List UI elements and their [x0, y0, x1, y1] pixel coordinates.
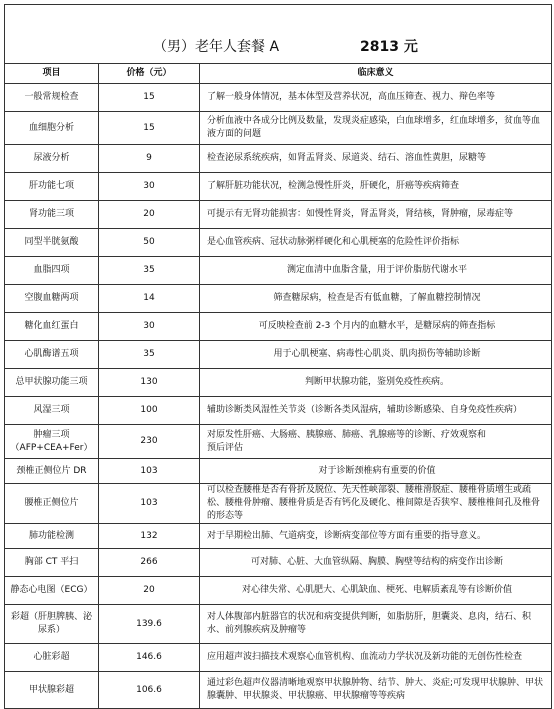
exam-item: 肿瘤三项 （AFP+CEA+Fer） — [5, 425, 99, 459]
exam-price: 139.6 — [99, 605, 200, 644]
exam-item: 肺功能检测 — [5, 524, 99, 549]
exam-item: 一般常规检查 — [5, 84, 99, 112]
table-row — [5, 397, 552, 425]
clinical-significance: 判断甲状腺功能，鉴别免疫性疾病。 — [200, 369, 552, 397]
exam-price: 100 — [99, 397, 200, 425]
exam-item: 颈椎正侧位片 DR — [5, 459, 99, 484]
exam-item: 甲状腺彩超 — [5, 672, 99, 709]
exam-price: 14 — [99, 285, 200, 313]
exam-item: 总甲状腺功能三项 — [5, 369, 99, 397]
table-row — [5, 201, 552, 229]
checkup-package-table — [4, 4, 552, 709]
table-row — [5, 672, 552, 709]
exam-item: 血细胞分析 — [5, 112, 99, 145]
package-title: （男）老年人套餐 A — [153, 39, 280, 55]
column-header-desc: 临床意义 — [200, 64, 552, 84]
clinical-significance: 了解肝脏功能状况，检测急慢性肝炎，肝硬化，肝癌等疾病筛查 — [200, 173, 552, 201]
exam-item: 肾功能三项 — [5, 201, 99, 229]
clinical-significance: 测定血清中血脂含量，用于评价脂肪代谢水平 — [200, 257, 552, 285]
exam-price: 20 — [99, 577, 200, 605]
clinical-significance: 应用超声波扫描技术观察心血管机构、血流动力学状况及新功能的无创伤性检查 — [200, 644, 552, 672]
clinical-significance: 对心律失常、心肌肥大、心肌缺血、梗死、电解质紊乱等有诊断价值 — [200, 577, 552, 605]
exam-price: 230 — [99, 425, 200, 459]
table-row — [5, 145, 552, 173]
exam-price: 132 — [99, 524, 200, 549]
clinical-significance: 辅助诊断类风湿性关节炎（诊断各类风湿病，辅助诊断感染、自身免疫性疾病） — [200, 397, 552, 425]
exam-price: 103 — [99, 459, 200, 484]
table-row — [5, 484, 552, 524]
clinical-significance: 分析血液中各成分比例及数量，发现炎症感染，白血球增多，红血球增多，贫血等血液方面的问题 — [200, 112, 552, 145]
clinical-significance: 可对肺、心脏、大血管纵隔、胸膜、胸壁等结构的病变作出诊断 — [200, 549, 552, 577]
table-row — [5, 549, 552, 577]
table-row — [5, 257, 552, 285]
clinical-significance: 可以检查腰椎是否有骨折及脱位、先天性峡部裂、腰椎滑脱症、腰椎骨质增生或疏松、腰椎骨肿瘤、腰椎骨质是否有钙化及硬化、椎间隙是否狭窄、腰椎椎间孔及椎骨的形态等 — [200, 484, 552, 524]
exam-item: 胸部 CT 平扫 — [5, 549, 99, 577]
exam-price: 20 — [99, 201, 200, 229]
table-row — [5, 644, 552, 672]
clinical-significance: 通过彩色超声仪器清晰地观察甲状腺肿物、结节、肿大、炎症;可发现甲状腺肿、甲状腺囊肿、甲状腺炎、甲状腺癌、甲状腺瘤等等疾病 — [200, 672, 552, 709]
exam-item: 尿液分析 — [5, 145, 99, 173]
table-row — [5, 341, 552, 369]
exam-price: 106.6 — [99, 672, 200, 709]
table-row — [5, 605, 552, 644]
exam-item: 空腹血糖两项 — [5, 285, 99, 313]
exam-price: 35 — [99, 257, 200, 285]
column-header-price: 价格（元） — [99, 64, 200, 84]
exam-price: 30 — [99, 173, 200, 201]
column-header-item: 项目 — [5, 64, 99, 84]
exam-item: 同型半胱氨酸 — [5, 229, 99, 257]
exam-price: 35 — [99, 341, 200, 369]
table-row — [5, 425, 552, 459]
exam-item: 糖化血红蛋白 — [5, 313, 99, 341]
clinical-significance: 对于早期检出肺、气道病变，诊断病变部位等方面有重要的指导意义。 — [200, 524, 552, 549]
exam-price: 15 — [99, 112, 200, 145]
exam-item: 风湿三项 — [5, 397, 99, 425]
clinical-significance: 了解一般身体情况，基本体型及营养状况，高血压筛查、视力、辩色率等 — [200, 84, 552, 112]
table-row — [5, 112, 552, 145]
title-row — [5, 5, 552, 64]
table-row — [5, 173, 552, 201]
clinical-significance: 检查泌尿系统疾病，如肾盂肾炎、尿道炎、结石、溶血性黄胆，尿糖等 — [200, 145, 552, 173]
clinical-significance: 用于心肌梗塞、病毒性心肌炎、肌肉损伤等辅助诊断 — [200, 341, 552, 369]
table-row — [5, 459, 552, 484]
exam-item: 静态心电图（ECG） — [5, 577, 99, 605]
exam-price: 103 — [99, 484, 200, 524]
exam-price: 146.6 — [99, 644, 200, 672]
exam-price: 15 — [99, 84, 200, 112]
exam-item: 彩超（肝胆脾胰、泌尿系） — [5, 605, 99, 644]
exam-item: 心肌酶谱五项 — [5, 341, 99, 369]
table-row — [5, 524, 552, 549]
exam-item: 腰椎正侧位片 — [5, 484, 99, 524]
exam-price: 9 — [99, 145, 200, 173]
clinical-significance: 对原发性肝癌、大肠癌、胰腺癌、肺癌、乳腺癌等的诊断、疗效观察和 预后评估 — [200, 425, 552, 459]
exam-price: 50 — [99, 229, 200, 257]
clinical-significance: 筛查糖尿病，检查是否有低血糖，了解血糖控制情况 — [200, 285, 552, 313]
exam-price: 30 — [99, 313, 200, 341]
table-row — [5, 285, 552, 313]
exam-item: 心脏彩超 — [5, 644, 99, 672]
clinical-significance: 是心血管疾病、冠状动脉粥样硬化和心肌梗塞的危险性评价指标 — [200, 229, 552, 257]
header-row — [5, 64, 552, 84]
table-row — [5, 369, 552, 397]
clinical-significance: 可提示有无肾功能损害：如慢性肾炎，肾盂肾炎，肾结核，肾肿瘤，尿毒症等 — [200, 201, 552, 229]
exam-price: 266 — [99, 549, 200, 577]
table-row — [5, 313, 552, 341]
exam-item: 肝功能七项 — [5, 173, 99, 201]
clinical-significance: 对于诊断颈椎病有重要的价值 — [200, 459, 552, 484]
table-row — [5, 229, 552, 257]
clinical-significance: 可反映检查前 2-3 个月内的血糖水平，是糖尿病的筛查指标 — [200, 313, 552, 341]
exam-item: 血脂四项 — [5, 257, 99, 285]
clinical-significance: 对人体腹部内脏器官的状况和病变提供判断，如脂肪肝，胆囊炎、息肉，结石、积水、前列腺疾病及肿瘤等 — [200, 605, 552, 644]
table-row — [5, 577, 552, 605]
exam-price: 130 — [99, 369, 200, 397]
package-total-price: 2813 元 — [360, 39, 418, 55]
table-row — [5, 84, 552, 112]
